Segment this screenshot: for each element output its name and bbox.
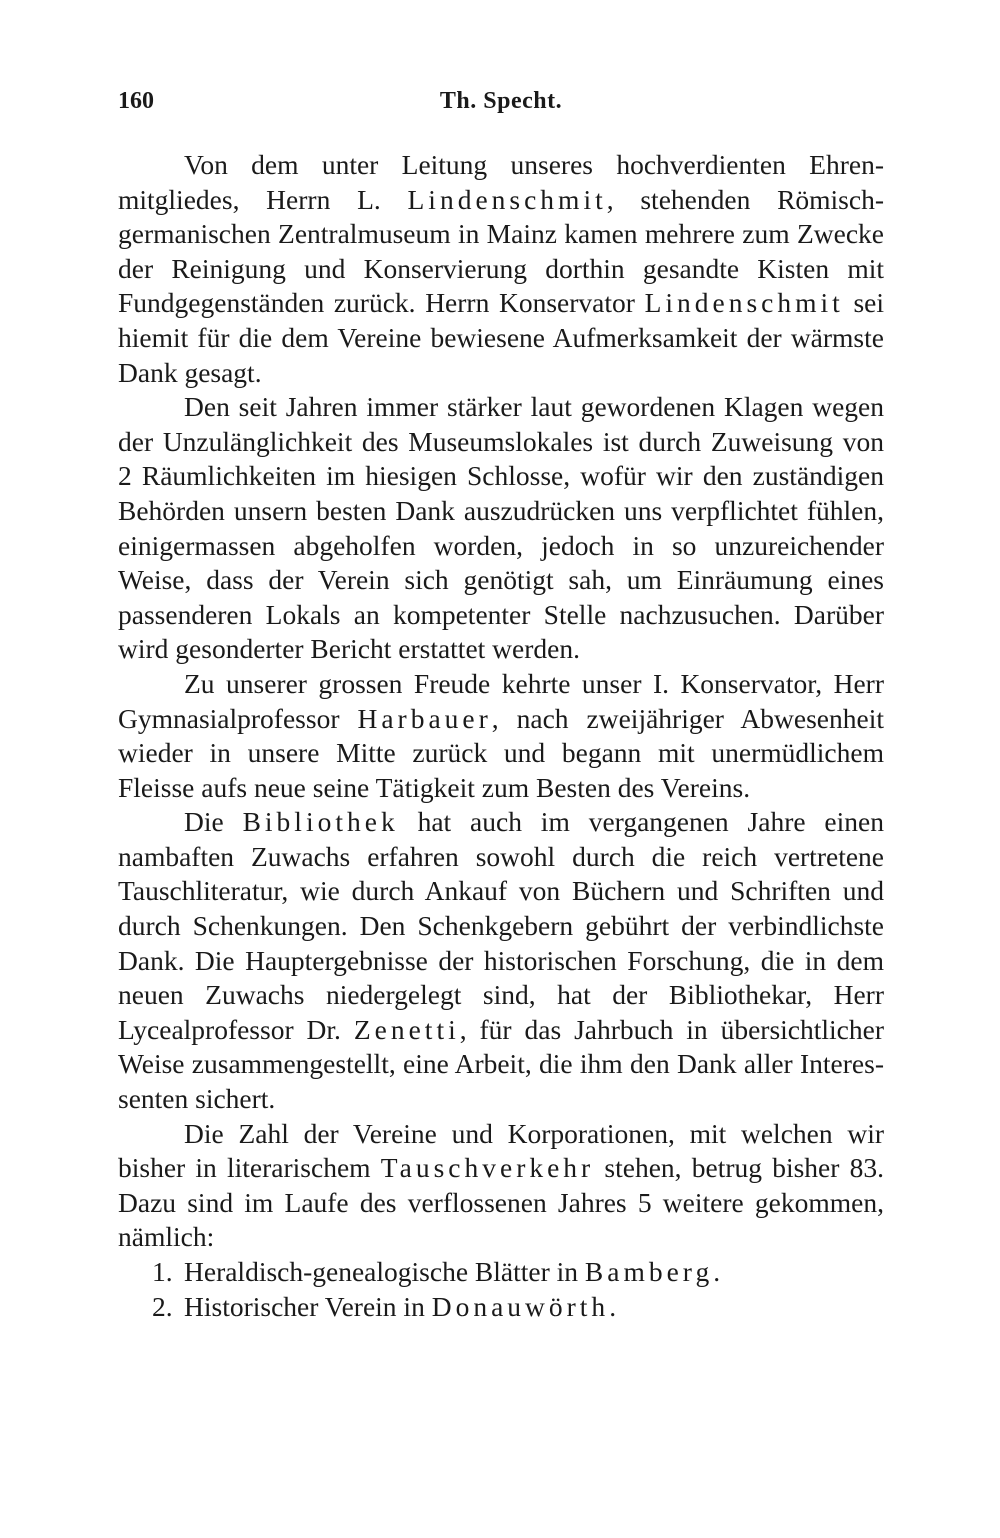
place-name: Donauwörth [431,1290,610,1322]
spaced-term: Tauschverkehr [380,1152,595,1184]
paragraph-1 [118,148,884,390]
spaced-name: Lindenschmit [407,183,607,215]
list-punct: . [713,1256,721,1287]
paragraph-4 [118,805,884,1116]
body-text [118,148,884,1324]
place-name: Bamberg [584,1256,714,1287]
paragraph-2 [118,390,884,667]
list-number: 1. [152,1256,173,1287]
page-header [118,88,884,128]
list-text: Historischer Verein in [184,1290,432,1322]
text-segment: Zu unserer grossen Freude kehrte unser I. Konservator, Herr Gymnasialprofessor [118,667,884,734]
text-segment: , nach zweijähriger Abwesenheit wieder in unsere Mitte zurück und begann mit unermüdlichem Fleisse aufs neue seine Tätigkeit zum Besten des Vereins. [118,702,884,803]
association-list [118,1255,884,1324]
text-segment: hat auch im vergangenen Jahre einen nambaften Zuwachs erfahren sowohl durch die reich vertretene Tauschliteratur, wie durch Ankauf von Büchern und Schriften und durch Schenkungen. Den Schenkgebern gebührt der verbindlichste Dank. Die Hauptergebnisse der historischen Forschung, die in dem neuen Zuwachs niedergelegt sind, hat der Bibliothekar, Herr Lycealprofessor Dr. [118,806,884,1045]
text-segment: Den seit Jahren immer stärker laut gewordenen Klagen wegen der Unzulänglichkeit des Museumslokales ist durch Zuweisung von 2 Räumlichkeiten im hiesigen Schlosse, wofür wir den zuständigen Behörden unsern besten Dank auszudrücken uns verpflichtet fühlen, einigermassen abgeholfen worden, jedoch in so unzureichender Weise, dass der Verein sich genötigt sah, um Einräumung eines passenderen Lokals an kompetenter Stelle nachzusuchen. Darüber wird gesonderter Bericht erstattet werden. [118,391,884,665]
page-number: 160 [118,88,154,114]
list-item [118,1255,884,1290]
document-page [118,88,884,1324]
text-segment: sei hiemit für die dem Vereine bewiesene Aufmerksamkeit der wärmste Dank gesagt. [118,287,884,388]
list-text: Heraldisch-genealogische Blätter in [184,1256,585,1287]
text-segment: , für das Jahrbuch in übersichtlicher Weise zusammengestellt, eine Arbeit, die ihm den Dank aller Interessenten sichert. [118,1013,884,1115]
running-head: Th. Specht. [439,88,563,114]
paragraph-5 [118,1117,884,1255]
text-segment: , stehenden Römisch-germanischen Zentralmuseum in Mainz kamen mehrere zum Zwecke der Reinigung und Konservierung dorthin gesandte Kisten mit Fundgegenständen zurück. Herrn Konservator [118,183,885,319]
spaced-name: Lindenschmit [644,287,844,319]
list-punct: . [609,1290,617,1322]
spaced-term: Bibliothek [242,806,399,838]
list-item [118,1290,884,1325]
text-segment: Von dem unter Leitung unseres hochverdienten Ehrenmitgliedes, Herrn L. [118,149,884,215]
paragraph-3 [118,667,884,805]
text-segment: Die Zahl der Vereine und Korporationen, mit welchen wir bisher in literarischem [118,1117,884,1184]
list-number: 2. [152,1290,173,1322]
text-segment: Die [184,806,243,838]
text-segment: stehen, betrug bisher 83. Dazu sind im Laufe des verflossenen Jahres 5 weitere gekommen, nämlich: [118,1152,884,1253]
spaced-name: Zenetti [353,1013,460,1045]
spaced-name: Harbauer [357,702,492,734]
